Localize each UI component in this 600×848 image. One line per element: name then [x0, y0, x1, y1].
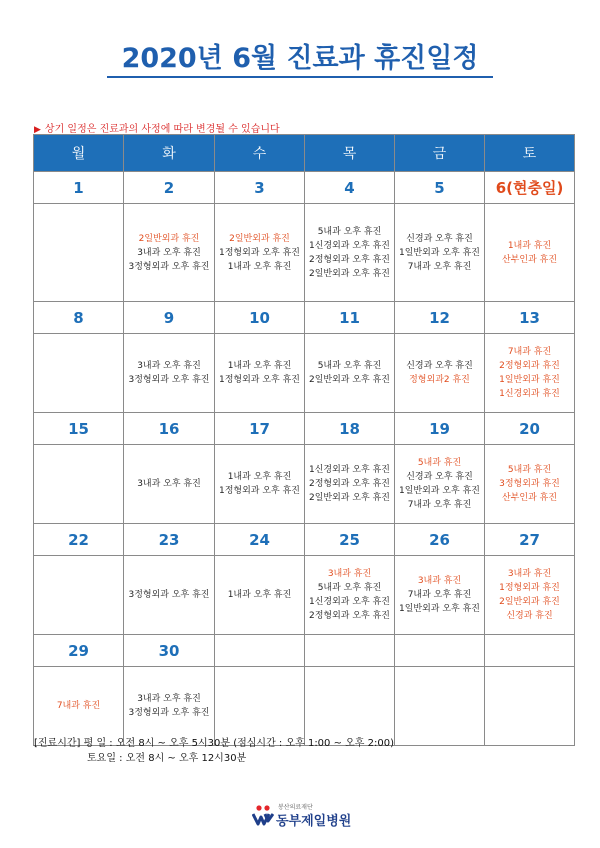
closure-cell: [305, 667, 395, 746]
closure-entry: 3정형외과 오후 휴진: [128, 375, 210, 385]
closure-cell: [485, 445, 575, 524]
closure-cell: [34, 445, 124, 524]
closure-entry: 1정형외과 오후 휴진: [218, 375, 300, 385]
closure-entry: 5내과 오후 휴진: [317, 583, 382, 593]
weekday-header-row: [34, 135, 575, 172]
closure-entry: 산부인과 휴진: [501, 493, 558, 503]
closure-entry: 2일반외과 오후 휴진: [308, 493, 390, 503]
date-cell: 18: [305, 413, 395, 445]
date-row: [34, 635, 575, 667]
closure-entry: 3내과 휴진: [507, 569, 552, 579]
closure-cell: [124, 667, 215, 746]
closure-entry: 2일반외과 오후 휴진: [308, 268, 390, 279]
date-row: [34, 302, 575, 334]
closure-entry: 2정형외과 오후 휴진: [308, 479, 390, 489]
closure-entry: 5내과 휴진: [507, 465, 552, 475]
closure-entry: 2일반외과 휴진: [138, 233, 200, 244]
date-cell: 9: [124, 302, 215, 334]
closure-cell: [215, 334, 305, 413]
closure-cell: [34, 556, 124, 635]
closure-cell: [34, 334, 124, 413]
closure-entry: 3내과 오후 휴진: [137, 479, 201, 489]
closure-cell: [124, 334, 215, 413]
closure-entry: 1정형외과 오후 휴진: [218, 247, 300, 258]
date-cell: 15: [34, 413, 124, 445]
date-cell: 10: [215, 302, 305, 334]
date-cell: 4: [305, 172, 395, 204]
date-cell: 1: [34, 172, 124, 204]
hospital-org: 봉산의료재단: [278, 804, 313, 811]
date-cell: [215, 635, 305, 667]
page-title: 2020년 6월 진료과 휴진일정: [121, 43, 479, 74]
closure-cell: [124, 204, 215, 302]
closure-cell: [34, 667, 124, 746]
date-cell: 17: [215, 413, 305, 445]
weekday-wed: 수: [215, 135, 305, 172]
closure-cell: [395, 334, 485, 413]
date-cell: 25: [305, 524, 395, 556]
closure-cell: [395, 667, 485, 746]
date-cell: 20: [485, 413, 575, 445]
date-cell: 26: [395, 524, 485, 556]
closure-cell: [215, 204, 305, 302]
closure-cell: [485, 204, 575, 302]
closure-cell: [124, 445, 215, 524]
date-cell: 5: [395, 172, 485, 204]
closure-entry: 정형외과2 휴진: [409, 375, 470, 385]
date-row: [34, 524, 575, 556]
closure-cell: [395, 556, 485, 635]
clinic-hours: [34, 736, 394, 766]
closure-cell: [305, 556, 395, 635]
clinic-hours-weekday: [진료시간] 평 일 : 오전 8시 ~ 오후 5시30분 (점심시간 : 오후 1:00 ~ 오후 2:00): [34, 738, 395, 749]
closure-entry: 산부인과 휴진: [501, 254, 558, 265]
date-cell: 29: [34, 635, 124, 667]
closure-entry: 1신경외과 오후 휴진: [308, 465, 390, 475]
weekday-mon: 월: [34, 135, 124, 172]
closure-entry: 1신경외과 휴진: [499, 389, 560, 399]
closure-entry: 신경과 오후 휴진: [406, 472, 473, 482]
triangle-icon: ▶: [34, 125, 41, 135]
closure-entry: 2정형외과 휴진: [499, 361, 560, 371]
closure-entry: 3내과 오후 휴진: [137, 247, 201, 258]
closure-cell: [215, 556, 305, 635]
closure-entry: 1일반외과 오후 휴진: [398, 486, 480, 496]
closure-entry: 3정형외과 오후 휴진: [128, 708, 210, 718]
closure-entry: 신경과 오후 휴진: [406, 233, 473, 244]
date-cell: 16: [124, 413, 215, 445]
closure-cell: [305, 445, 395, 524]
closure-entry: 신경과 오후 휴진: [406, 361, 473, 371]
date-cell: 23: [124, 524, 215, 556]
closure-cell: [215, 667, 305, 746]
date-row: [34, 413, 575, 445]
closure-entry: 1내과 휴진: [507, 240, 552, 251]
closure-entry: 5내과 오후 휴진: [317, 226, 382, 237]
date-cell: 30: [124, 635, 215, 667]
notice-text: 상기 일정은 진료과의 사정에 따라 변경될 수 있습니다: [44, 124, 280, 135]
closure-entry: 1신경외과 오후 휴진: [308, 240, 390, 251]
date-cell: [395, 635, 485, 667]
hospital-logo: [252, 800, 362, 830]
closure-entry: 2정형외과 오후 휴진: [308, 611, 390, 621]
date-cell: 12: [395, 302, 485, 334]
closure-cell: [305, 334, 395, 413]
date-cell: 2: [124, 172, 215, 204]
closure-entry: 7내과 오후 휴진: [407, 500, 472, 510]
closure-entry: 1신경외과 오후 휴진: [308, 597, 390, 607]
closure-entry: 7내과 휴진: [56, 701, 101, 711]
closure-entry: 1일반외과 오후 휴진: [398, 604, 480, 614]
weekday-fri: 금: [395, 135, 485, 172]
closure-entry: 3내과 휴진: [417, 576, 462, 586]
clinic-hours-saturday: 토요일 : 오전 8시 ~ 오후 12시30분: [87, 753, 247, 764]
date-cell: 11: [305, 302, 395, 334]
closure-entry: 1일반외과 오후 휴진: [398, 247, 480, 258]
date-cell: 27: [485, 524, 575, 556]
date-cell: 19: [395, 413, 485, 445]
closure-entry: 3정형외과 오후 휴진: [128, 261, 210, 272]
schedule-table: [33, 134, 575, 746]
closure-entry: 신경과 휴진: [506, 611, 553, 621]
closure-row: [34, 445, 575, 524]
weekday-thu: 목: [305, 135, 395, 172]
date-cell: 3: [215, 172, 305, 204]
closure-cell: [485, 667, 575, 746]
closure-cell: [485, 334, 575, 413]
hospital-logo-icon: [252, 804, 274, 826]
closure-entry: 2정형외과 오후 휴진: [308, 254, 390, 265]
closure-entry: 5내과 휴진: [417, 458, 462, 468]
closure-cell: [124, 556, 215, 635]
closure-row: [34, 667, 575, 746]
closure-entry: 2일반외과 오후 휴진: [308, 375, 390, 385]
closure-row: [34, 204, 575, 302]
closure-entry: 5내과 오후 휴진: [317, 361, 382, 371]
closure-entry: 1내과 오후 휴진: [227, 361, 292, 371]
notice: [34, 120, 280, 135]
title-underline: [107, 76, 493, 78]
date-cell: [305, 635, 395, 667]
hospital-name: 동부제일병원: [276, 814, 352, 829]
closure-entry: 1내과 오후 휴진: [227, 261, 292, 272]
closure-entry: 1내과 오후 휴진: [227, 590, 292, 600]
closure-entry: 3내과 휴진: [327, 569, 372, 579]
closure-cell: [485, 556, 575, 635]
closure-entry: 7내과 휴진: [507, 347, 552, 357]
closure-cell: [395, 204, 485, 302]
closure-cell: [34, 204, 124, 302]
date-cell: 6(현충일): [485, 172, 575, 204]
date-cell: 8: [34, 302, 124, 334]
closure-entry: 1정형외과 휴진: [499, 583, 560, 593]
closure-entry: 7내과 오후 휴진: [407, 261, 472, 272]
date-cell: 13: [485, 302, 575, 334]
closure-row: [34, 334, 575, 413]
date-cell: [485, 635, 575, 667]
closure-entry: 2일반외과 휴진: [229, 233, 290, 244]
closure-entry: 3정형외과 오후 휴진: [128, 590, 210, 600]
date-row: [34, 172, 575, 204]
closure-cell: [305, 204, 395, 302]
closure-entry: 1내과 오후 휴진: [227, 472, 292, 482]
weekday-tue: 화: [124, 135, 215, 172]
closure-entry: 7내과 오후 휴진: [407, 590, 472, 600]
closure-entry: 3내과 오후 휴진: [137, 361, 201, 371]
closure-entry: 2일반외과 휴진: [499, 597, 560, 607]
weekday-sat: 토: [485, 135, 575, 172]
date-cell: 24: [215, 524, 305, 556]
closure-cell: [395, 445, 485, 524]
closure-cell: [215, 445, 305, 524]
closure-entry: 1정형외과 오후 휴진: [218, 486, 300, 496]
closure-entry: 1일반외과 휴진: [499, 375, 560, 385]
closure-entry: 3정형외과 휴진: [499, 479, 560, 489]
closure-entry: 3내과 오후 휴진: [137, 694, 201, 704]
date-cell: 22: [34, 524, 124, 556]
closure-row: [34, 556, 575, 635]
